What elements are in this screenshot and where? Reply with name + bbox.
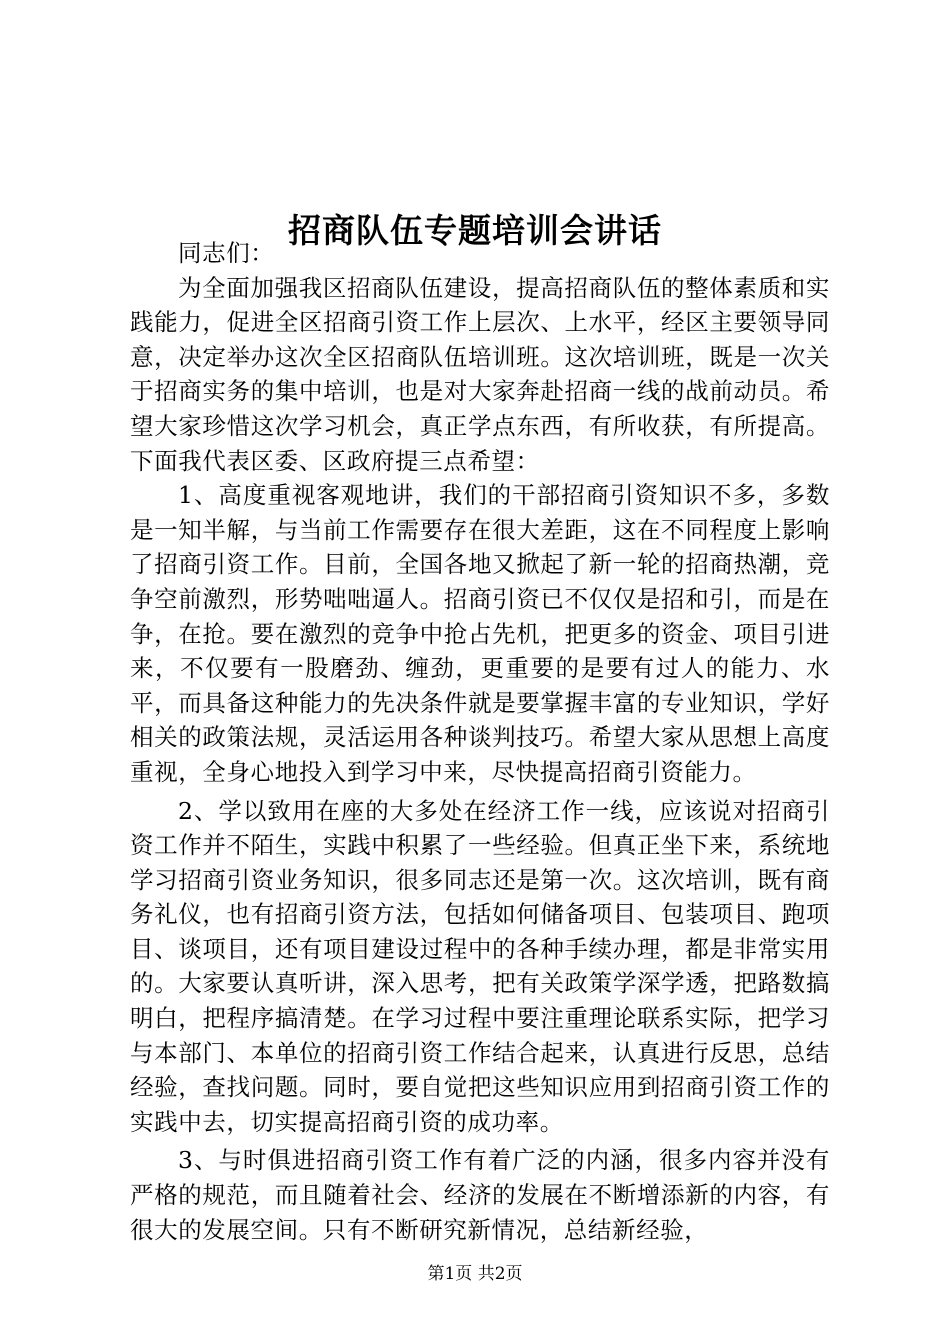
paragraph-intro: 为全面加强我区招商队伍建设，提高招商队伍的整体素质和实践能力，促进全区招商引资工作上层次、上水平，经区主要领导同意，决定举办这次全区招商队伍培训班。这次培训班，既是一次关于招商实务的集中培训，也是对大家奔赴招商一线的战前动员。希望大家珍惜这次学习机会，真正学点东西，有所收获，有所提高。下面我代表区委、区政府提三点希望： (130, 273, 830, 475)
paragraph-point-1: 1、高度重视客观地讲，我们的干部招商引资知识不多，多数是一知半解，与当前工作需要存在很大差距，这在不同程度上影响了招商引资工作。目前，全国各地又掀起了新一轮的招商热潮，竞争空前激烈，形势咄咄逼人。招商引资已不仅仅是招和引，而是在争，在抢。要在激烈的竞争中抢占先机，把更多的资金、项目引进来，不仅要有一股磨劲、缠劲，更重要的是要有过人的能力、水平，而具备这种能力的先决条件就是要掌握丰富的专业知识，学好相关的政策法规，灵活运用各种谈判技巧。希望大家从思想上高度重视，全身心地投入到学习中来，尽快提高招商引资能力。 (130, 481, 830, 786)
document-title: 招商队伍专题培训会讲话 (288, 211, 662, 251)
document-body (130, 236, 830, 1247)
paragraph-point-2: 2、学以致用在座的大多处在经济工作一线，应该说对招商引资工作并不陌生，实践中积累了一些经验。但真正坐下来，系统地学习招商引资业务知识，很多同志还是第一次。这次培训，既有商务礼仪，也有招商引资方法，包括如何储备项目、包装项目、跑项目、谈项目，还有项目建设过程中的各种手续办理，都是非常实用的。大家要认真听讲，深入思考，把有关政策学深学透，把路数搞明白，把程序搞清楚。在学习过程中要注重理论联系实际，把学习与本部门、本单位的招商引资工作结合起来，认真进行反思，总结经验，查找问题。同时，要自觉把这些知识应用到招商引资工作的实践中去，切实提高招商引资的成功率。 (130, 796, 830, 1136)
paragraph-point-3: 3、与时俱进招商引资工作有着广泛的内涵，很多内容并没有严格的规范，而且随着社会、经济的发展在不断增添新的内容，有很大的发展空间。只有不断研究新情况，总结新经验， (130, 1146, 830, 1244)
page-footer: 第1页 共2页 (427, 1264, 523, 1284)
salutation: 同志们： (178, 239, 275, 267)
